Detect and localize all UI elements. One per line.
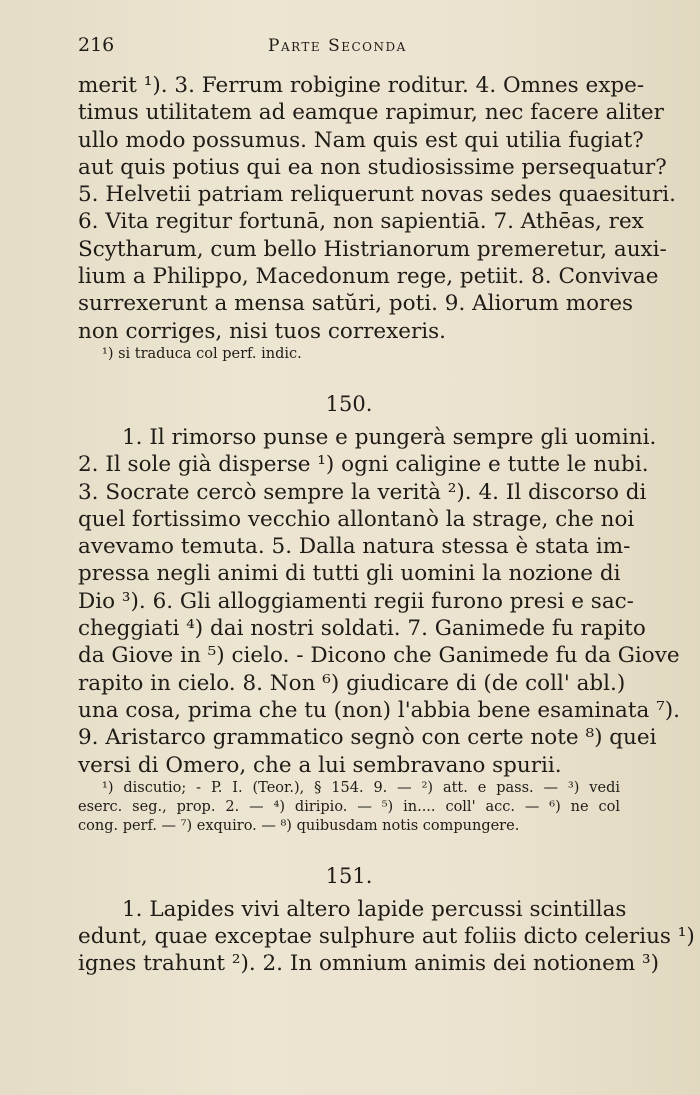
- exercise-150: [78, 424, 681, 836]
- text-line: cheggiati ⁴) dai nostri soldati. 7. Ganimede fu rapito: [78, 616, 646, 642]
- text-line: 3. Socrate cercò sempre la verità ²). 4. Il discorso di: [78, 479, 647, 505]
- text-line: ullo modo possumus. Nam quis est qui utilia fugiat?: [78, 127, 644, 153]
- footnote: cong. perf. — ⁷) exquiro. — ⁸) quibusdam notis compungere.: [78, 817, 520, 834]
- text-line: versi di Omero, che a lui sembravano spurii.: [78, 752, 562, 778]
- footnote: ¹) si traduca col perf. indic.: [102, 345, 302, 362]
- text-line: 9. Aristarco grammatico segnò con certe note ⁸) quei: [78, 725, 657, 751]
- text-line: da Giove in ⁵) cielo. - Dicono che Ganimede fu da Giove: [78, 643, 680, 669]
- text-line: Dio ³). 6. Gli alloggiamenti regii furono presi e sac-: [78, 588, 634, 614]
- text-line: pressa negli animi di tutti gli uomini la nozione di: [78, 561, 621, 587]
- exercise-continuation: [78, 72, 677, 364]
- text-line: 2. Il sole già disperse ¹) ogni caligine e tutte le nubi.: [78, 452, 649, 478]
- text-line: non corriges, nisi tuos correxeris.: [78, 318, 446, 344]
- text-line: merit ¹). 3. Ferrum robigine roditur. 4. Omnes expe-: [78, 73, 645, 98]
- text-line: 1. Lapides vivi altero lapide percussi scintillas: [122, 896, 627, 922]
- text-line: Scytharum, cum bello Histrianorum premeretur, auxi-: [78, 236, 667, 262]
- text-line: surrexerunt a mensa satŭri, poti. 9. Aliorum mores: [78, 291, 634, 317]
- text-line: una cosa, prima che tu (non) l'abbia bene esaminata ⁷).: [78, 697, 681, 723]
- text-line: 6. Vita regitur fortunā, non sapientiā. 7. Athēas, rex: [78, 209, 644, 235]
- text-line: 5. Helvetii patriam reliquerunt novas sedes quaesituri.: [78, 182, 677, 208]
- text-line: edunt, quae exceptae sulphure aut foliis dicto celerius ¹): [78, 924, 695, 950]
- text-line: aut quis potius qui ea non studiosissime persequatur?: [78, 154, 667, 180]
- footnote: ¹) discutio; - P. I. (Teor.), § 154. 9. — ²) att. e pass. — ³) vedi: [102, 779, 620, 796]
- exercise-heading-150: 150.: [325, 391, 373, 416]
- page-header: [78, 34, 620, 60]
- text-line: avevamo temuta. 5. Dalla natura stessa è stata im-: [78, 534, 631, 560]
- text-line: 1. Il rimorso punse e pungerà sempre gli uomini.: [122, 424, 657, 450]
- text-line: timus utilitatem ad eamque rapimur, nec facere aliter: [78, 100, 664, 126]
- running-title: Parte Seconda: [268, 36, 407, 56]
- text-line: ignes trahunt ²). 2. In omnium animis dei notionem ³): [78, 951, 660, 977]
- exercise-heading-151: 151.: [325, 863, 373, 888]
- exercise-151: [78, 896, 695, 978]
- page-body: [78, 72, 695, 978]
- page-number: 216: [78, 34, 115, 56]
- text-line: rapito in cielo. 8. Non ⁶) giudicare di (de coll' abl.): [78, 670, 626, 696]
- footnote: eserc. seg., prop. 2. — ⁴) diripio. — ⁵) in.... coll' acc. — ⁶) ne col: [78, 798, 620, 815]
- text-line: lium a Philippo, Macedonum rege, petiit. 8. Convivae: [78, 264, 659, 290]
- text-line: quel fortissimo vecchio allontanò la strage, che noi: [78, 506, 635, 532]
